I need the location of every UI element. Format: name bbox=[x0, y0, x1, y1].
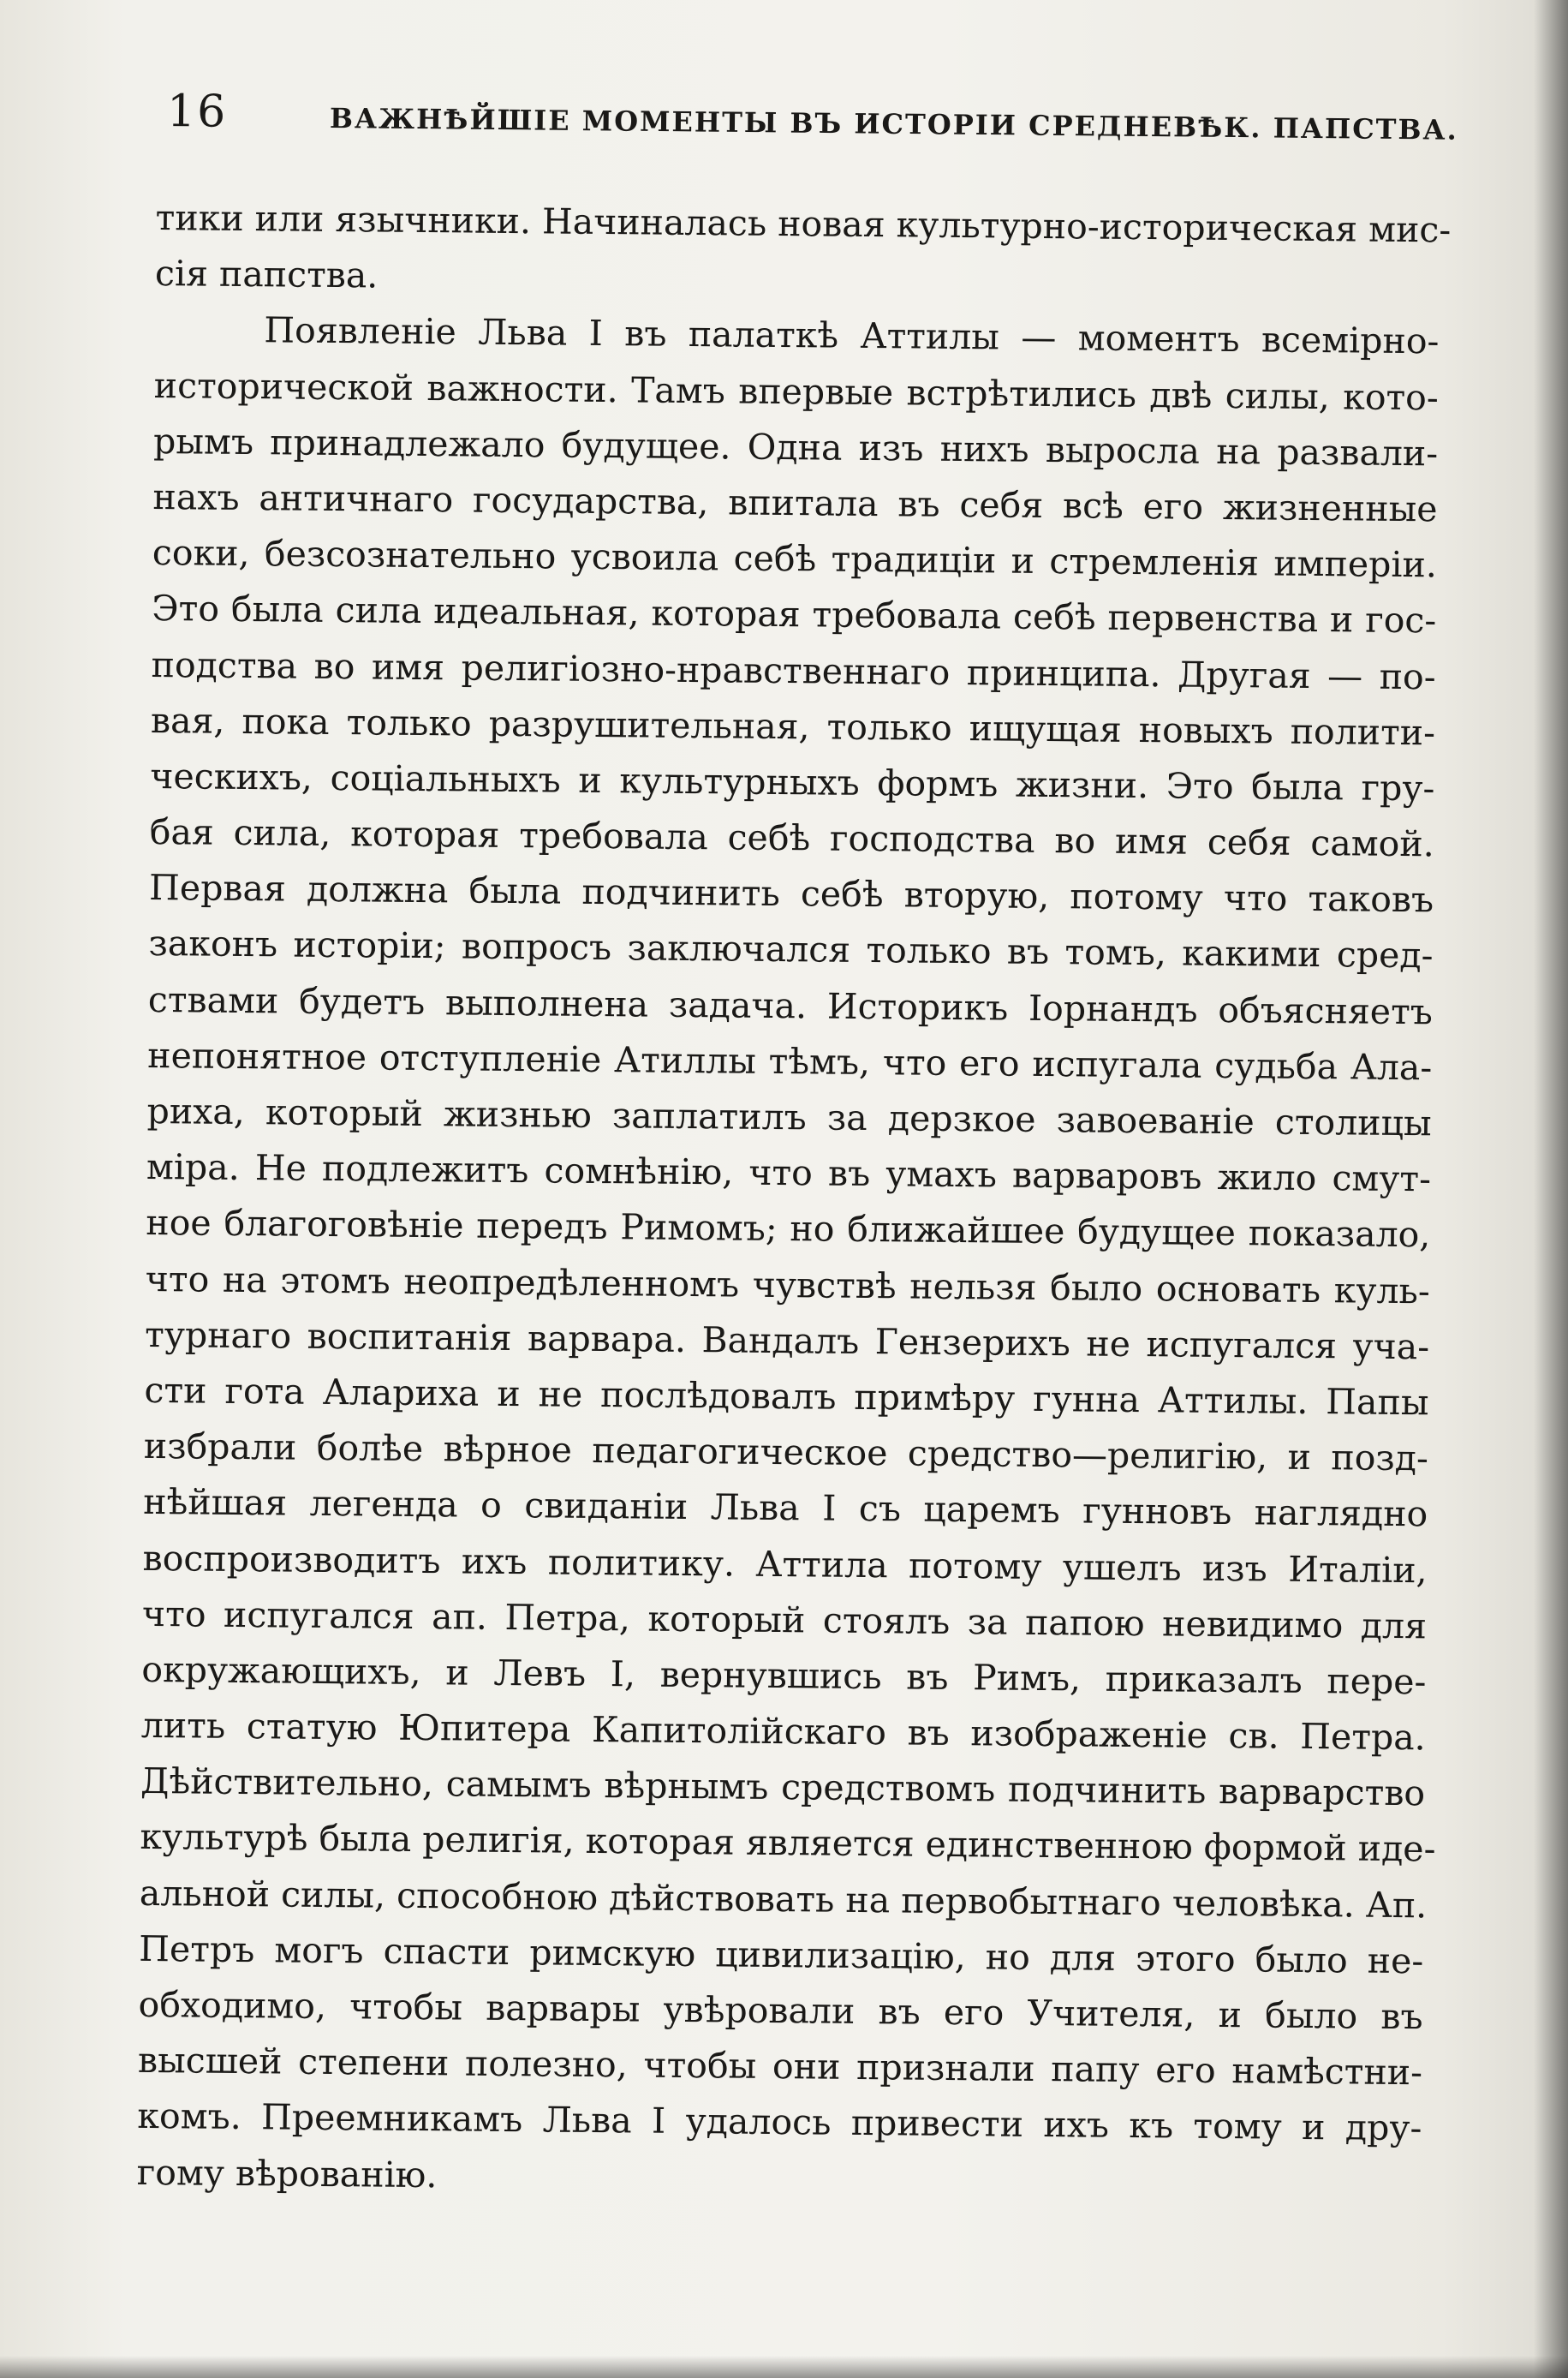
page-edge-shadow bbox=[1534, 0, 1568, 2378]
text-line: что испугался ап. Петра, который стоялъ за папою невидимо для bbox=[141, 1592, 1428, 1647]
text-line: сія папства. bbox=[154, 253, 379, 296]
text-line: комъ. Преемникамъ Льва I удалось привести ихъ къ тому и дру- bbox=[137, 2095, 1422, 2149]
text-line: соки, безсознательно усвоила себѣ традиціи и стремленія имперіи. bbox=[152, 532, 1438, 586]
text-line: бая сила, которая требовала себѣ господства во имя себя самой. bbox=[149, 811, 1434, 865]
text-line: риха, который жизнью заплатилъ за дерзкое завоеваніе столицы bbox=[146, 1090, 1432, 1144]
text-line: Первая должна была подчинить себѣ вторую, потому что таковъ bbox=[148, 867, 1434, 921]
text-line: нѣйшая легенда о свиданіи Льва I съ царемъ гунновъ наглядно bbox=[143, 1481, 1428, 1535]
text-line: подства во имя религіозно-нравственнаго принципа. Другая — по- bbox=[151, 643, 1436, 697]
text-line: окружающихъ, и Левъ I, вернувшись въ Римъ, приказалъ пере- bbox=[141, 1648, 1427, 1703]
text-line: обходимо, чтобы варвары увѣровали въ его Учителя, и было въ bbox=[138, 1983, 1423, 2038]
text-line: лить статую Юпитера Капитолійскаго въ изображеніе св. Петра. bbox=[140, 1704, 1426, 1759]
text-line: турнаго воспитанія варвара. Вандалъ Гензерихъ не испугался уча- bbox=[144, 1313, 1430, 1368]
text-line: воспроизводитъ ихъ политику. Аттила потому ушелъ изъ Италіи, bbox=[142, 1537, 1428, 1591]
text-line: высшей степени полезно, чтобы они признали папу его намѣстни- bbox=[137, 2040, 1423, 2094]
text-line: ческихъ, соціальныхъ и культурныхъ формъ жизни. Это была гру- bbox=[150, 755, 1435, 810]
text-line: рымъ принадлежало будущее. Одна изъ нихъ выросла на развали- bbox=[152, 420, 1439, 475]
text-line: что на этомъ неопредѣленномъ чувствѣ нельзя было основать куль- bbox=[145, 1258, 1430, 1311]
text-line: ствами будетъ выполнена задача. Историкъ Іорнандъ объясняетъ bbox=[147, 978, 1434, 1032]
text-line: Появленіе Льва I въ палаткѣ Аттилы — моментъ всемірно- bbox=[264, 309, 1440, 362]
page-bottom-shadow bbox=[0, 2356, 1568, 2378]
text-line: непонятное отступленіе Атиллы тѣмъ, что его испугала судьба Ала- bbox=[147, 1034, 1433, 1089]
body-text bbox=[136, 190, 1452, 2213]
text-line: вая, пока только разрушительная, только ищущая новыхъ полити- bbox=[150, 699, 1436, 754]
text-line: сти гота Алариха и не послѣдовалъ примѣру гунна Аттилы. Папы bbox=[144, 1369, 1429, 1424]
text-line: Это была сила идеальная, которая требовала себѣ первенства и гос- bbox=[152, 588, 1437, 642]
running-title: ВАЖНѢЙШІЕ МОМЕНТЫ ВЪ ИСТОРІИ СРЕДНЕВѢК. ПАПСТВА. bbox=[329, 101, 1458, 146]
text-line: исторической важности. Тамъ впервые встрѣтились двѣ силы, кото- bbox=[153, 364, 1439, 418]
text-line: культурѣ была религія, которая является единственною формой иде- bbox=[140, 1816, 1436, 1870]
text-line: нахъ античнаго государства, впитала въ себя всѣ его жизненные bbox=[152, 475, 1438, 530]
text-line: гому вѣрованію. bbox=[136, 2151, 438, 2196]
text-line: ное благоговѣніе передъ Римомъ; но ближайшее будущее показало, bbox=[146, 1202, 1431, 1256]
page-header bbox=[166, 86, 1458, 158]
text-line: альной силы, способною дѣйствовать на первобытнаго человѣка. Ап. bbox=[139, 1872, 1428, 1926]
text-line: міра. Не подлежитъ сомнѣнію, что въ умахъ варваровъ жило смут- bbox=[146, 1146, 1432, 1200]
text-line: тики или язычники. Начиналась новая культурно-историческая мис- bbox=[155, 196, 1452, 251]
text-line: Дѣйствительно, самымъ вѣрнымъ средствомъ подчинить варварство bbox=[140, 1760, 1426, 1814]
text-line: избрали болѣе вѣрное педагогическое средство—религію, и позд- bbox=[143, 1425, 1429, 1479]
page-number: 16 bbox=[166, 86, 228, 138]
text-line: законъ исторіи; вопросъ заключался только въ томъ, какими сред- bbox=[148, 923, 1434, 977]
text-line: Петръ могъ спасти римскую цивилизацію, но для этого было не- bbox=[139, 1927, 1424, 1982]
